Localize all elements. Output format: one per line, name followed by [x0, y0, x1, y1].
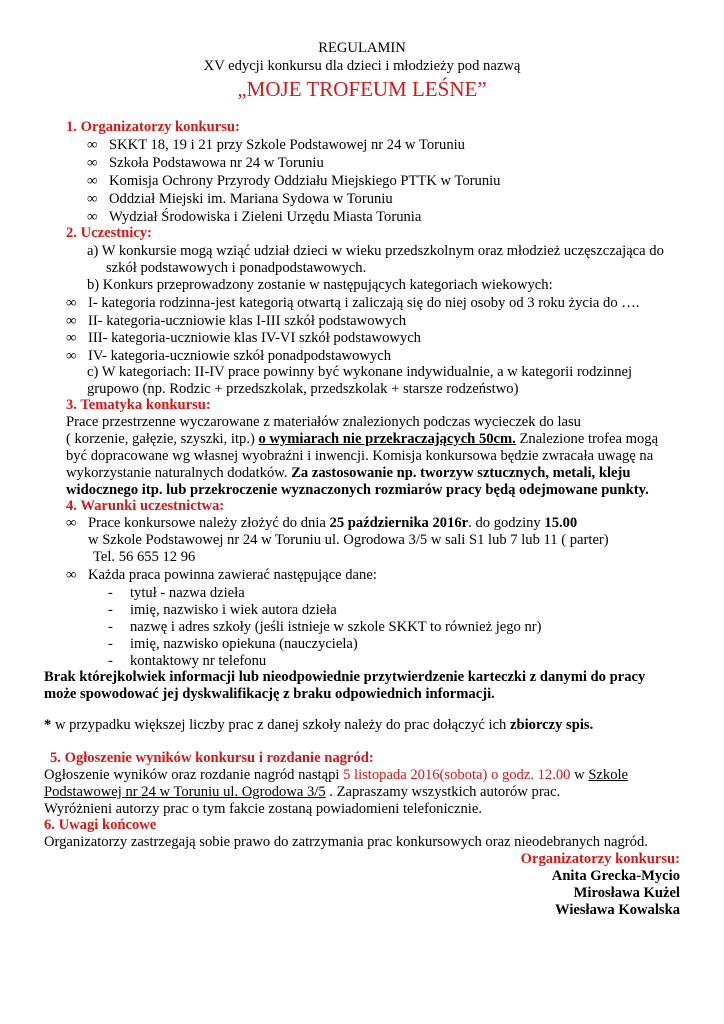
list-item: ∞ I- kategoria rodzinna-jest kategorią otwartą i zaliczają się do niej osoby od 3 roku życia do …. [66, 295, 640, 311]
bullet-symbol: ∞ [87, 137, 98, 153]
signature-heading: Organizatorzy konkursu: [520, 851, 680, 867]
participants-c-line1: c) W kategoriach: II-IV prace powinny być wykonane indywidualnie, a w kategorii rodzinnej [87, 364, 633, 380]
bullet-symbol: ∞ [66, 313, 77, 329]
list-item: ∞ II- kategoria-uczniowie klas I-III szkół podstawowych [66, 313, 407, 329]
topic-line3: być dopracowane wg własnej wyobraźni i inwencji. Komisja konkursowa będzie zwracała uwagę na [66, 448, 654, 464]
doc-header-subtitle: XV edycji konkursu dla dzieci i młodzieży pod nazwą [203, 58, 521, 74]
list-item: ∞ SKKT 18, 19 i 21 przy Szkole Podstawowej nr 24 w Toruniu [87, 137, 465, 153]
final-remarks: Organizatorzy zastrzegają sobie prawo do zatrzymania prac konkursowych oraz nieodebranych nagród. [44, 834, 648, 850]
results-line1: Ogłoszenie wyników oraz rozdanie nagród nastąpi 5 listopada 2016(sobota) o godz. 12.00 w Szkole [44, 767, 629, 783]
bullet-symbol: ∞ [66, 295, 77, 311]
topic-line5: widocznego itp. lub przekroczenie wyznaczonych rozmiarów pracy będą odejmowane punkty. [66, 482, 649, 498]
bullet-symbol: ∞ [66, 330, 77, 346]
bullet-symbol: ∞ [87, 209, 98, 225]
list-item: - imię, nazwisko opiekuna (nauczyciela) [108, 636, 358, 652]
bullet-symbol: ∞ [87, 191, 98, 207]
participants-c-line2: grupowo (np. Rodzic + przedszkolak, przedszkolak + starsze rodzeństwo) [87, 381, 519, 397]
collective-list-note: * w przypadku większej liczby prac z danej szkoły należy do prac dołączyć ich zbiorczy spis. [44, 717, 594, 733]
signature-name: Wiesława Kowalska [554, 902, 680, 918]
bullet-symbol: ∞ [66, 515, 77, 531]
phone-number: Tel. 56 655 12 96 [93, 549, 196, 565]
list-item: ∞ III- kategoria-uczniowie klas IV-VI szkół podstawowych [66, 330, 421, 346]
participants-b: b) Konkurs przeprowadzony zostanie w następujących kategoriach wiekowych: [87, 277, 553, 293]
participants-a-line2: szkół podstawowych i ponadpodstawowych. [106, 260, 367, 276]
bullet-symbol: ∞ [66, 348, 77, 364]
submission-place: w Szkole Podstawowej nr 24 w Toruniu ul. Ogrodowa 3/5 w sali S1 lub 7 lub 11 ( parter) [88, 532, 609, 548]
participants-a-line1: a) W konkursie mogą wziąć udział dzieci w wieku przedszkolnym oraz młodzież uczęszczająca do [87, 243, 664, 259]
list-item: ∞ Wydział Środowiska i Zieleni Urzędu Miasta Torunia [87, 209, 422, 225]
warning-line1: Brak którejkolwiek informacji lub nieodpowiednie przytwierdzenie karteczki z danymi do pracy [44, 669, 646, 685]
list-item: - kontaktowy nr telefonu [108, 653, 267, 669]
topic-line1: Prace przestrzenne wyczarowane z materiałów znalezionych podczas wycieczek do lasu [66, 414, 581, 430]
section-1-heading: 1. Organizatorzy konkursu: [66, 119, 240, 135]
list-item: - tytuł - nazwa dzieła [108, 585, 245, 601]
section-3-heading: 3. Tematyka konkursu: [66, 397, 211, 413]
deadline-date: 25 października 2016r [329, 515, 469, 531]
results-line3: Wyróżnieni autorzy prac o tym fakcie zostaną powiadomieni telefonicznie. [44, 801, 482, 817]
signature-name: Mirosława Kużel [573, 885, 680, 901]
size-limit-text: o wymiarach nie przekraczających 50cm. [258, 431, 516, 447]
list-item: ∞ Oddział Miejski im. Mariana Sydowa w Toruniu [87, 191, 393, 207]
list-item: ∞ Komisja Ochrony Przyrody Oddziału Miejskiego PTTK w Toruniu [87, 173, 501, 189]
doc-title: „MOJE TROFEUM LEŚNE” [237, 77, 487, 101]
results-date: 5 listopada 2016(sobota) o godz. 12.00 [343, 767, 571, 783]
results-line2: Podstawowej nr 24 w Toruniu ul. Ogrodowa 3/5 . Zapraszamy wszystkich autorów prac. [44, 784, 561, 800]
list-item: - imię, nazwisko i wiek autora dzieła [108, 602, 337, 618]
section-4-heading: 4. Warunki uczestnictwa: [66, 498, 225, 514]
topic-line4: wykorzystanie naturalnych dodatków. Za zastosowanie np. tworzyw sztucznych, metali, kleju [66, 465, 631, 481]
list-item: ∞ IV- kategoria-uczniowie szkół ponadpodstawowych [66, 348, 392, 364]
bullet-symbol: ∞ [66, 567, 77, 583]
results-place: Podstawowej nr 24 w Toruniu ul. Ogrodowa 3/5 [44, 784, 326, 800]
section-2-heading: 2. Uczestnicy: [66, 225, 152, 241]
signature-name: Anita Grecka-Mycio [551, 868, 680, 884]
deadline-line: ∞ Prace konkursowe należy złożyć do dnia 25 października 2016r. do godziny 15.00 [66, 515, 578, 531]
warning-line2: może spowodować jej dyskwalifikację z braku odpowiednich informacji. [44, 686, 495, 702]
doc-header-regulamin: REGULAMIN [318, 40, 406, 56]
deadline-time: 15.00 [544, 515, 578, 531]
list-item: ∞ Szkoła Podstawowa nr 24 w Toruniu [87, 155, 324, 171]
required-data-intro: ∞ Każda praca powinna zawierać następujące dane: [66, 567, 377, 583]
section-6-heading: 6. Uwagi końcowe [44, 817, 157, 833]
section-5-heading: 5. Ogłoszenie wyników konkursu i rozdanie nagród: [50, 750, 374, 766]
bullet-symbol: ∞ [87, 173, 98, 189]
list-item: - nazwę i adres szkoły (jeśli istnieje w szkole SKKT to również jego nr) [108, 619, 542, 635]
bullet-symbol: ∞ [87, 155, 98, 171]
topic-line2: ( korzenie, gałęzie, szyszki, itp.) o wymiarach nie przekraczających 50cm. Znalezione trofea mogą [66, 431, 659, 447]
